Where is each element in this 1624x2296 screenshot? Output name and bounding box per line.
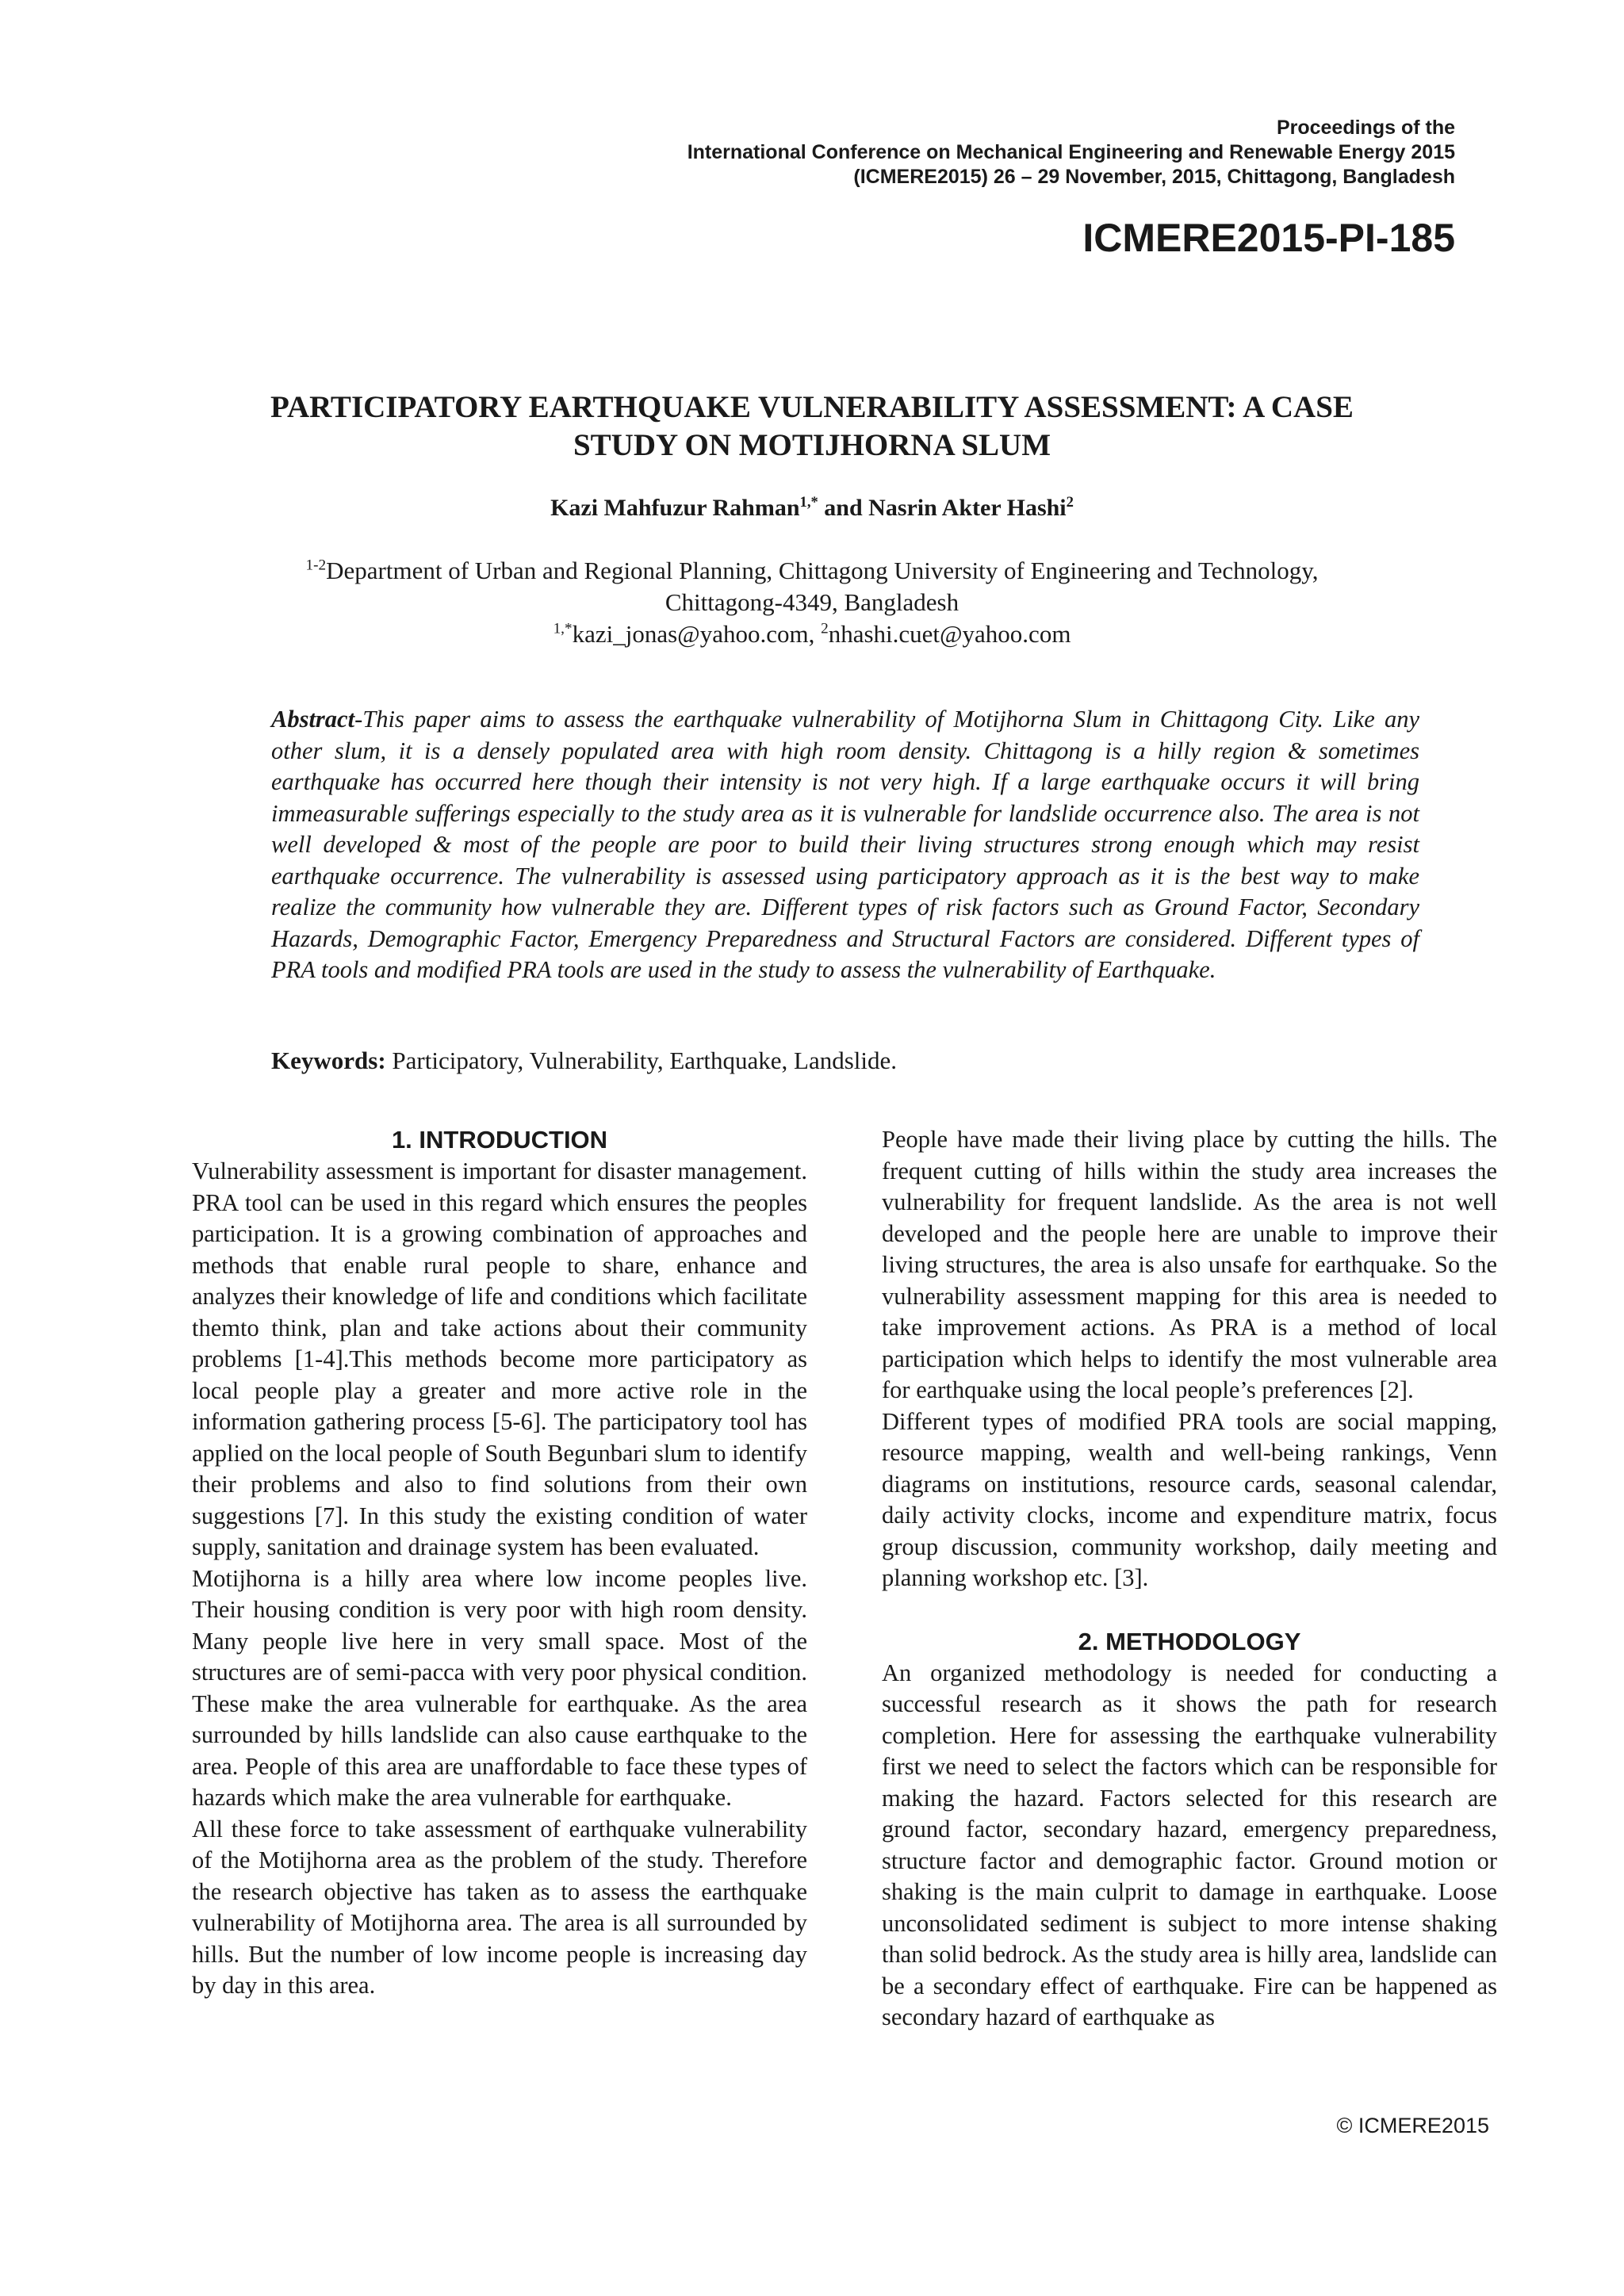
- email-1-sup: 1,*: [553, 620, 573, 637]
- affiliation-line-2: Chittagong-4349, Bangladesh: [665, 588, 959, 616]
- proceedings-header: [688, 116, 1455, 189]
- keywords-label: Keywords:: [271, 1047, 386, 1074]
- left-column: [192, 1124, 807, 2002]
- keywords: [271, 1045, 1419, 1077]
- email-line: [159, 618, 1465, 650]
- section-heading-methodology: 2. METHODOLOGY: [1078, 1627, 1301, 1655]
- author-1: Kazi Mahfuzur Rahman: [550, 495, 800, 521]
- keywords-text: Participatory, Vulnerability, Earthquake, Landslide.: [385, 1047, 898, 1074]
- author-list: [159, 493, 1465, 523]
- paper-title: [159, 388, 1465, 465]
- affiliation-sup: 1-2: [305, 557, 327, 574]
- proceedings-line-3: (ICMERE2015) 26 – 29 November, 2015, Chittagong, Bangladesh: [853, 166, 1455, 188]
- right-column: [882, 1124, 1497, 2034]
- intro-paragraph-5: Different types of modified PRA tools are social mapping, resource mapping, wealth and well-being rankings, Venn diagrams on institutions, resource cards, seasonal calendar, daily activity clocks, income and expenditure matrix, focus group discussion, community workshop, daily meeting and planning workshop etc. [3].: [882, 1407, 1497, 1591]
- proceedings-line-2: International Conference on Mechanical Engineering and Renewable Energy 2015: [687, 141, 1455, 163]
- title-line-1: PARTICIPATORY EARTHQUAKE VULNERABILITY ASSESSMENT: A CASE: [270, 390, 1354, 424]
- affiliation-text-1: Department of Urban and Regional Planning, Chittagong University of Engineering and Technology,: [326, 557, 1319, 584]
- paper-id: ICMERE2015-PI-185: [1082, 216, 1455, 260]
- abstract-label: Abstract: [271, 706, 355, 733]
- intro-paragraph-2: Motijhorna is a hilly area where low income peoples live. Their housing condition is very poor with high room density. Many people live here in very small space. Most of the structures are of semi-pacca with very poor physical condition. These make the area vulnerable for earthquake. As the area surrounded by hills landslide can also cause earthquake to the area. People of this area are unaffordable to face these types of hazards which make the area vulnerable for earthquake.: [192, 1564, 807, 1811]
- intro-paragraph-3: All these force to take assessment of earthquake vulnerability of the Motijhorna area as the problem of the study. Therefore the research objective has taken as to assess the earthquake vulnerability of Motijhorna area. The area is all surrounded by hills. But the number of low income people is increasing day by day in this area.: [192, 1815, 807, 1999]
- intro-paragraph-1: Vulnerability assessment is important for disaster management. PRA tool can be used in this regard which ensures the peoples participation. It is a growing combination of approaches and methods that enable rural people to share, enhance and analyzes their knowledge of life and conditions which facilitate themto think, plan and take actions about their community problems [1-4].This methods become more participatory as local people play a greater and more active role in the information gathering process [5-6]. The participatory tool has applied on the local people of South Begunbari slum to identify their problems and also to find solutions from their own suggestions [7]. In this study the existing condition of water supply, sanitation and drainage system has been evaluated.: [192, 1158, 807, 1560]
- abstract: [271, 704, 1419, 986]
- author-2: Nasrin Akter Hashi: [868, 495, 1067, 521]
- abstract-text: -This paper aims to assess the earthquake vulnerability of Motijhorna Slum in Chittagong City. Like any other slum, it is a densely populated area with high room density. Chittagong is a hilly region & sometimes earthquake has occurred here though their intensity is not very high. If a large earthquake occurs it will bring immeasurable sufferings especially to the study area as it is vulnerable for landslide occurrence also. The area is not well developed & most of the people are poor to build their living structures strong enough which may resist earthquake occurrence. The vulnerability is assessed using participatory approach as it is the best way to make realize the community how vulnerable they are. Different types of risk factors such as Ground Factor, Secondary Hazards, Demographic Factor, Emergency Preparedness and Structural Factors are considered. Different types of PRA tools and modified PRA tools are used in the study to assess the vulnerability of Earthquake.: [271, 706, 1419, 983]
- author-separator: and: [818, 495, 869, 521]
- email-2-sup: 2: [821, 620, 829, 637]
- affiliation-line-1: [159, 555, 1465, 587]
- email-1: kazi_jonas@yahoo.com,: [572, 620, 822, 648]
- intro-paragraph-4: People have made their living place by cutting the hills. The frequent cutting of hills within the study area increases the vulnerability for frequent landslide. As the area is not well developed and the people here are unable to improve their living structures, the area is also unsafe for earthquake. So the vulnerability assessment mapping for this area is needed to take improvement actions. As PRA is a method of local participation which helps to identify the most vulnerable area for earthquake using the local people’s preferences [2].: [882, 1126, 1497, 1403]
- proceedings-line-1: Proceedings of the: [1276, 117, 1455, 139]
- author-2-sup: 2: [1066, 494, 1074, 511]
- methodology-paragraph-1: An organized methodology is needed for conducting a successful research as it shows the path for research completion. Here for assessing the earthquake vulnerability first we need to select the factors which can be responsible for making the hazard. Factors selected for this research are ground factor, secondary hazard, emergency preparedness, structure factor and demographic factor. Ground motion or shaking is the main culprit to damage in earthquake. Loose unconsolidated sediment is subject to more intense shaking than solid bedrock. As the study area is hilly area, landslide can be a secondary effect of earthquake. Fire can be happened as secondary hazard of earthquake as: [882, 1659, 1497, 2030]
- section-heading-introduction: 1. INTRODUCTION: [391, 1126, 608, 1154]
- affiliation: [159, 555, 1465, 650]
- title-line-2: STUDY ON MOTIJHORNA SLUM: [573, 428, 1051, 462]
- author-1-sup: 1,*: [799, 494, 818, 511]
- email-2: nhashi.cuet@yahoo.com: [828, 620, 1071, 648]
- copyright-footer: © ICMERE2015: [1336, 2114, 1489, 2137]
